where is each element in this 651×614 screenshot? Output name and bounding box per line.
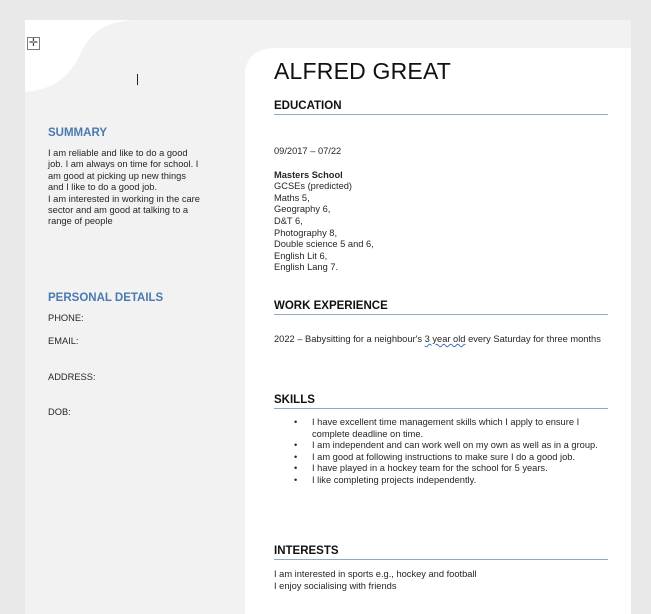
education-line: D&T 6, [274, 215, 303, 226]
interest-line: I enjoy socialising with friends [274, 580, 397, 591]
interest-line: I am interested in sports e.g., hockey and football [274, 569, 477, 579]
dob-label[interactable]: DOB: [48, 407, 71, 417]
phone-label[interactable]: PHONE: [48, 313, 84, 323]
education-line: Maths 5, [274, 192, 310, 203]
skill-item [274, 463, 608, 475]
summary-line: am good at picking up new things [48, 170, 186, 181]
candidate-name[interactable]: ALFRED GREAT [274, 58, 452, 84]
skill-text: I have excellent time management skills which I apply to ensure I complete deadline on time. [312, 417, 580, 439]
personal-details-heading: PERSONAL DETAILS [48, 292, 164, 304]
education-line: Photography 8, [274, 227, 338, 238]
education-line: GCSEs (predicted) [274, 181, 353, 192]
skill-item [274, 475, 608, 487]
skill-item [274, 440, 608, 452]
skills-heading: SKILLS [274, 394, 608, 409]
work-text-part: 2022 – Babysitting for a neighbour's [274, 334, 425, 344]
summary-line: I am reliable and like to do a good [48, 148, 188, 158]
bullet-icon: • [294, 440, 298, 451]
summary-text[interactable] [48, 148, 228, 228]
summary-line: I am interested in working in the care [48, 193, 200, 204]
summary-heading: SUMMARY [48, 127, 107, 139]
work-text-part: every Saturday for three months [465, 334, 601, 344]
skill-text: I have played in a hockey team for the school for 5 years. [312, 463, 548, 474]
bullet-icon: • [294, 451, 298, 462]
interests-text[interactable] [274, 569, 477, 592]
education-heading: EDUCATION [274, 100, 608, 115]
skill-text: I am independent and can work well on my own as well as in a group. [312, 440, 598, 451]
education-line: English Lit 6, [274, 250, 328, 261]
skill-text: I like completing projects independently. [312, 474, 477, 485]
spacer [274, 158, 374, 170]
work-experience-text[interactable] [274, 334, 604, 346]
skill-item [274, 452, 608, 464]
education-line: Geography 6, [274, 204, 331, 215]
summary-line: and I like to do a good job. [48, 182, 158, 193]
bullet-icon: • [294, 417, 298, 427]
email-label[interactable]: EMAIL: [48, 336, 79, 346]
summary-line: range of people [48, 216, 113, 227]
summary-line: job. I am always on time for school. I [48, 159, 199, 170]
skills-list[interactable] [274, 417, 608, 487]
work-experience-heading: WORK EXPERIENCE [274, 300, 608, 315]
address-label[interactable]: ADDRESS: [48, 372, 96, 382]
bullet-icon: • [294, 474, 298, 485]
education-dates: 09/2017 – 07/22 [274, 146, 342, 156]
spelling-flag[interactable]: 3 year old [424, 334, 466, 344]
table-move-handle-icon[interactable]: ✛ [28, 37, 39, 49]
bullet-icon: • [294, 463, 298, 474]
text-cursor [137, 74, 138, 85]
skill-text: I am good at following instructions to make sure I do a good job. [312, 451, 576, 462]
school-name: Masters School [274, 169, 343, 180]
interests-heading: INTERESTS [274, 545, 608, 560]
education-block[interactable] [274, 146, 374, 274]
summary-line: sector and am good at talking to a [48, 205, 189, 216]
skill-item [274, 417, 608, 440]
education-line: Double science 5 and 6, [274, 239, 374, 250]
education-line: English Lang 7. [274, 262, 339, 273]
